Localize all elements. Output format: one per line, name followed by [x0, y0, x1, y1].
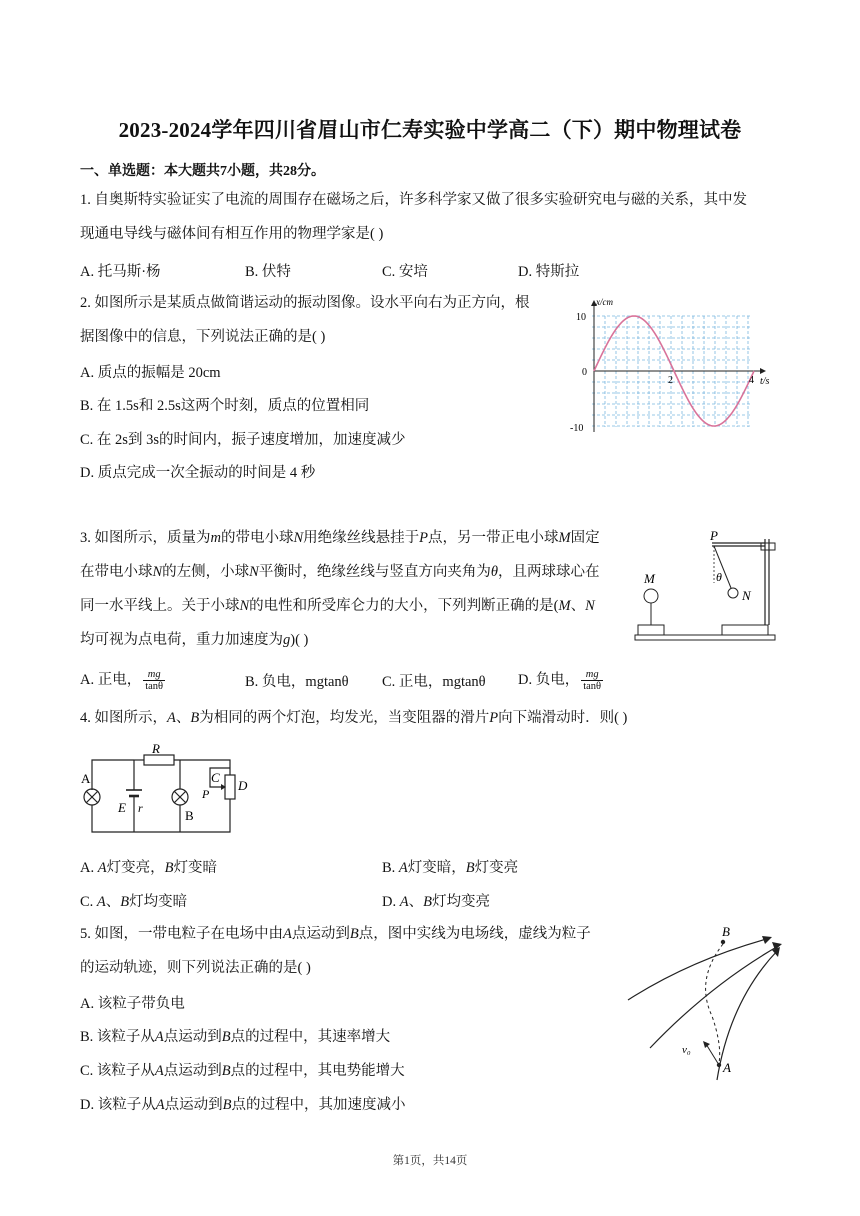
- label-B: B: [722, 924, 730, 939]
- label-M: M: [644, 571, 655, 586]
- q2-option-d: D. 质点完成一次全振动的时间是 4 秒: [80, 465, 316, 481]
- q3-option-a: A. 正电， $\frac{mg}{\tan\theta}$: [80, 669, 164, 693]
- label-P: P: [710, 528, 718, 543]
- label-theta: θ: [716, 570, 722, 584]
- q3-stem-line1: 3. 如图所示，质量为m的带电小球N用绝缘丝线悬挂于P点，另一带正电小球M固定: [80, 530, 600, 546]
- x-tick-4: 4: [749, 375, 754, 386]
- label-N: N: [742, 588, 751, 603]
- x-axis-label: t/s: [760, 376, 770, 387]
- field-line-1: [628, 938, 770, 1000]
- fraction-mg-over-tan: $\frac{mg}{\tan\theta}$: [145, 669, 164, 693]
- page-footer: 第1页，共14页: [392, 1155, 468, 1167]
- q3-stem-line4: 均可视为点电荷，重力加速度为g)( ): [80, 632, 309, 648]
- q5-option-b: B. 该粒子从A点运动到B点的过程中，其速率增大: [80, 1029, 391, 1045]
- q3-option-d: D. 负电， $\frac{mg}{\tan\theta}$: [518, 669, 602, 693]
- label-C: C: [211, 770, 220, 785]
- field-line-2: [650, 945, 780, 1048]
- q3-option-c: C. 正电，mgtanθ: [382, 674, 486, 690]
- q4-stem-line1: 4. 如图所示，A、B为相同的两个灯泡，均发光，当变阻器的滑片P向下端滑动时．则( ): [80, 710, 628, 726]
- q1-stem-line2: 现通电导线与磁体间有相互作用的物理学家是( ): [80, 226, 384, 242]
- q4-option-a: A. A灯变亮，B灯变暗: [80, 860, 217, 876]
- q2-stem-line2: 据图像中的信息，下列说法正确的是( ): [80, 329, 326, 345]
- q5-stem-line2: 的运动轨迹，则下列说法正确的是( ): [80, 960, 311, 976]
- q2-option-c: C. 在 2s到 3s的时间内，振子速度增加，加速度减少: [80, 432, 406, 448]
- q2-option-b: B. 在 1.5s和 2.5s这两个时刻，质点的位置相同: [80, 398, 370, 414]
- q2-stem-line1: 2. 如图所示是某质点做简谐运动的振动图像。设水平向右为正方向，根: [80, 295, 530, 311]
- x-tick-2: 2: [668, 375, 673, 386]
- fraction-mg-over-tan: $\frac{mg}{\tan\theta}$: [583, 669, 602, 693]
- y-tick-minus10: -10: [570, 423, 584, 434]
- q4-option-b: B. A灯变暗，B灯变亮: [382, 860, 519, 876]
- q1-option-a: A. 托马斯·杨: [80, 264, 161, 280]
- y-tick-0: 0: [582, 367, 587, 378]
- q1-option-b: B. 伏特: [245, 264, 291, 280]
- page-title: 2023-2024学年四川省眉山市仁寿实验中学高二（下）期中物理试卷: [118, 118, 742, 142]
- q1-option-d: D. 特斯拉: [518, 264, 580, 280]
- q4-option-d: D. A、B灯均变亮: [382, 894, 490, 910]
- q4-option-c: C. A、B灯均变暗: [80, 894, 188, 910]
- q3-coulomb-figure: [630, 525, 780, 650]
- ball-M: [644, 589, 658, 603]
- label-r: r: [138, 801, 143, 815]
- ball-N: [728, 588, 738, 598]
- q5-option-c: C. 该粒子从A点运动到B点的过程中，其电势能增大: [80, 1063, 405, 1079]
- q4-circuit-diagram: [78, 742, 258, 837]
- q3-stem-line3: 同一水平线上。关于小球N的电性和所受库仑力的大小，下列判断正确的是(M、N: [80, 598, 595, 614]
- y-axis-label: x/cm: [596, 297, 613, 307]
- label-P: P: [202, 787, 210, 801]
- label-v0: v₀: [682, 1044, 691, 1056]
- label-A: A: [81, 771, 91, 786]
- q5-option-d: D. 该粒子从A点运动到B点的过程中，其加速度减小: [80, 1097, 406, 1113]
- label-B: B: [185, 808, 194, 823]
- section-heading: 一、单选题：本大题共7小题，共28分。: [80, 164, 325, 179]
- q5-stem-line1: 5. 如图，一带电粒子在电场中由A点运动到B点，图中实线为电场线，虚线为粒子: [80, 926, 591, 942]
- label-R: R: [152, 742, 160, 756]
- q5-option-a: A. 该粒子带负电: [80, 996, 185, 1012]
- label-E: E: [118, 800, 126, 815]
- q1-option-c: C. 安培: [382, 264, 428, 280]
- y-tick-10: 10: [576, 312, 586, 323]
- label-A: A: [723, 1060, 731, 1075]
- q3-stem-line2: 在带电小球N的左侧，小球N平衡时，绝缘丝线与竖直方向夹角为θ，且两球球心在: [80, 564, 600, 580]
- q5-field-lines-figure: [620, 920, 790, 1085]
- q2-option-a: A. 质点的振幅是 20cm: [80, 365, 221, 381]
- q2-vibration-graph: [560, 292, 785, 442]
- q3-option-b: B. 负电，mgtanθ: [245, 674, 349, 690]
- q1-stem-line1: 1. 自奥斯特实验证实了电流的周围存在磁场之后，许多科学家又做了很多实验研究电与磁的关系，其中发: [80, 192, 747, 208]
- label-D: D: [238, 778, 248, 793]
